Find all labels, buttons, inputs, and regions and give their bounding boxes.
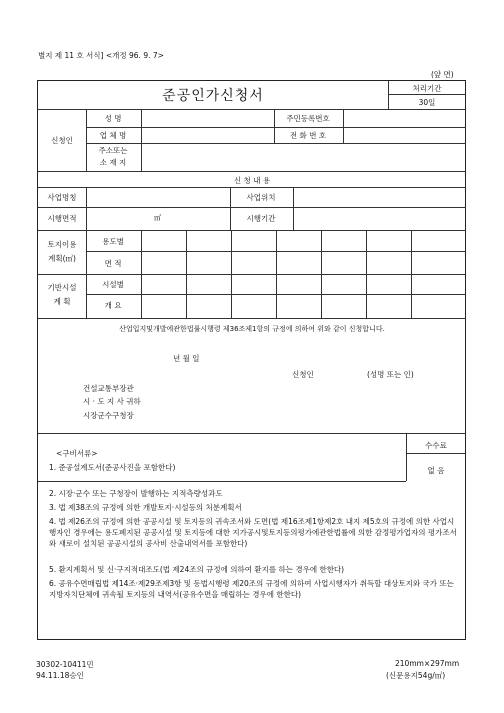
approval-date: 94.11.18승인 (36, 671, 84, 680)
form-title: 준공인가신청서 (162, 88, 264, 104)
by-use-label: 용도별 (102, 237, 124, 246)
business-name-label: 사업명칭 (47, 193, 77, 202)
addressee-mayor: 시장군수구청장 (83, 411, 134, 420)
document-item-4: 4. 법 제26조의 규정에 의한 공공시설 및 토지등의 귀속조서와 도면(법 제16조제1항제2호 내지 제5호의 규정에 의한 사업시행자인 경우에는 용도폐지된 공공시설 및 토지등에 대한 지가공시및토지등의평가에관한법률에 의한 감정평가업자의 평가조서와 새로이 설치된 공공시설의 공사비 산출내역서를 포함한다) (49, 517, 457, 548)
fee-value: 없 음 (427, 466, 445, 475)
addressee-governor: 시 · 도 지 사 귀하 (83, 397, 141, 406)
land-use-label-line2: 계획(㎡) (48, 254, 76, 263)
paper-type: (신문용지54g/㎡) (386, 671, 446, 680)
form-code: 30302-10411민 (36, 660, 94, 669)
paper-size: 210mm×297mm (395, 659, 460, 668)
date-line: 년 월 일 (173, 354, 200, 363)
construction-area-label: 시행면적 (47, 214, 77, 223)
document-item-6: 6. 공유수면매립법 제14조·제29조제3항 및 동법시행령 제20조의 규정에 의하여 사업시행자가 취득할 대상토지와 국가 또는 지방자치단체에 귀속될 토지등의 내역서(공유수면을 매립하는 경우에 한한다) (49, 579, 454, 599)
document-item-2: 2. 시장·군수 또는 구청장이 발행하는 지적측량성과도 (49, 489, 223, 498)
construction-period-label: 시행기간 (246, 214, 276, 223)
processing-period-label: 처리기간 (412, 84, 442, 93)
application-content-label: 신 청 내 용 (233, 176, 271, 185)
processing-period-value: 30일 (418, 98, 436, 107)
addressee-minister: 건설교통부장관 (83, 384, 134, 393)
applicant-signature-label: 신청인 (292, 370, 314, 379)
area-unit: ㎡ (154, 214, 161, 222)
address-label-line2: 소 재 지 (99, 158, 127, 167)
document-item-3: 3. 법 제38조의 규정에 의한 개발토지·시설등의 처분계획서 (49, 503, 242, 512)
by-facility-label: 시설별 (102, 280, 124, 289)
address-label-line1: 주소또는 (98, 146, 128, 155)
name-label: 성 명 (104, 114, 122, 123)
required-documents-header: <구비서류> (56, 449, 98, 458)
document-item-5: 5. 환지계획서 및 신·구지적대조도(법 제24조의 규정에 의하여 환지를 하는 경우에 한한다) (49, 565, 345, 574)
area-label: 면 적 (104, 259, 122, 268)
phone-number-label: 전 화 번 호 (289, 131, 327, 140)
overview-label: 개 요 (104, 301, 122, 310)
company-name-label: 업 체 명 (99, 131, 127, 140)
page-side-label: (앞 면) (431, 70, 454, 79)
resident-number-label: 주민등록번호 (286, 114, 330, 123)
application-form (37, 80, 466, 640)
signature-hint: (성명 또는 인) (367, 370, 414, 379)
document-item-1: 1. 준공설계도서(준공사진을 포함한다) (49, 463, 176, 472)
business-location-label: 사업위치 (246, 193, 276, 202)
fee-label: 수수료 (425, 441, 447, 450)
infrastructure-label-line1: 기반시설 (47, 283, 77, 292)
form-number: 별지 제 11 호 서식] <개정 96. 9. 7> (38, 51, 164, 60)
applicant-section-label: 신청인 (51, 136, 73, 145)
land-use-label-line1: 토지이용 (47, 240, 77, 249)
infrastructure-label-line2: 계 획 (53, 297, 71, 306)
application-statement: 산업입지및개발에관한법률시행령 제36조제1항의 규정에 의하여 위와 같이 신청합니다. (119, 325, 385, 333)
